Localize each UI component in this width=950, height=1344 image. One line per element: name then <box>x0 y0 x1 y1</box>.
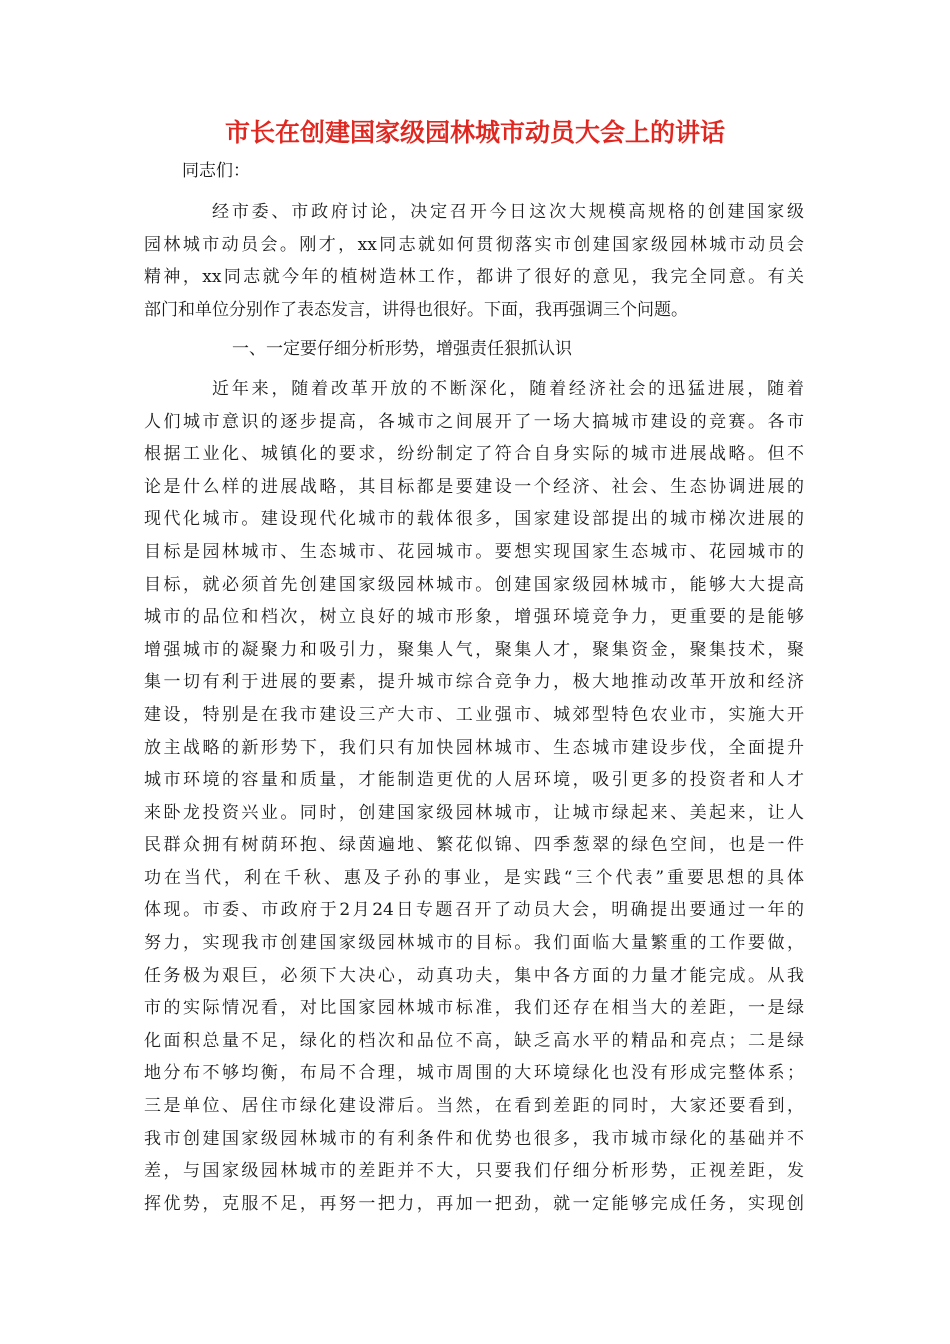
text-line: 部门和单位分别作了表态发言，讲得也很好。下面，我再强调三个问题。 <box>144 299 688 320</box>
text-line: 增强城市的凝聚力和吸引力，聚集人气，聚集人才，聚集资金，聚集技术，聚 <box>144 639 804 660</box>
paragraph-section-one <box>144 373 804 1220</box>
text-line: 功在当代，利在千秋、惠及子孙的事业，是实践“三个代表”重要思想的具体 <box>144 867 804 888</box>
text-line: 城市环境的容量和质量，才能制造更优的人居环境，吸引更多的投资者和人才 <box>144 770 804 791</box>
text-line: 挥优势，克服不足，再努一把力，再加一把劲，就一定能够完成任务，实现创 <box>144 1193 804 1214</box>
text-line: 差，与国家级园林城市的差距并不大，只要我们仔细分析形势，正视差距，发 <box>144 1161 804 1182</box>
text-line: 经市委、市政府讨论，决定召开今日这次大规模高规格的创建国家级 <box>212 202 804 222</box>
text-line: 努力，实现我市创建国家级园林城市的目标。我们面临大量繁重的工作要做， <box>144 933 804 954</box>
text-line: 市的实际情况看，对比国家园林城市标准，我们还存在相当大的差距，一是绿 <box>144 998 804 1019</box>
text-line: 民群众拥有树荫环抱、绿茵遍地、繁花似锦、四季葱翠的绿色空间，也是一件 <box>144 835 804 856</box>
text-line: 现代化城市。建设现代化城市的载体很多，国家建设部提出的城市梯次进展的 <box>144 509 804 530</box>
section-heading: 一、一定要仔细分析形势，增强责任狠抓认识 <box>232 339 572 360</box>
text-line: 体现。市委、市政府于2月24日专题召开了动员大会，明确提出要通过一年的 <box>144 900 804 921</box>
text-line: 地分布不够均衡，布局不合理，城市周围的大环境绿化也没有形成完整体系； <box>144 1063 804 1084</box>
salutation: 同志们： <box>182 161 250 181</box>
text-line: 目标，就必须首先创建国家级园林城市。创建国家级园林城市，能够大大提高 <box>144 574 804 595</box>
text-line: 人们城市意识的逐步提高，各城市之间展开了一场大搞城市建设的竞赛。各市 <box>144 411 804 432</box>
text-line: 三是单位、居住市绿化建设滞后。当然，在看到差距的同时，大家还要看到， <box>144 1096 804 1117</box>
document-body <box>144 196 804 1220</box>
text-line: 论是什么样的进展战略，其目标都是要建设一个经济、社会、生态协调进展的 <box>144 476 804 497</box>
text-line: 集一切有利于进展的要素，提升城市综合竞争力，极大地推动改革开放和经济 <box>144 672 804 693</box>
document-title: 市长在创建国家级园林城市动员大会上的讲话 <box>224 118 725 147</box>
text-line: 来卧龙投资兴业。同时，创建国家级园林城市，让城市绿起来、美起来，让人 <box>144 802 804 823</box>
text-line: 建设，特别是在我市建设三产大市、工业强市、城郊型特色农业市，实施大开 <box>144 704 804 725</box>
paragraph-intro <box>144 196 804 326</box>
text-line: 我市创建国家级园林城市的有利条件和优势也很多，我市城市绿化的基础并不 <box>144 1128 804 1149</box>
text-line: 放主战略的新形势下，我们只有加快园林城市、生态城市建设步伐，全面提升 <box>144 737 804 758</box>
text-line: 园林城市动员会。刚才，xx同志就如何贯彻落实市创建国家级园林城市动员会 <box>144 234 804 255</box>
text-line: 精神，xx同志就今年的植树造林工作，都讲了很好的意见，我完全同意。有关 <box>144 267 804 288</box>
text-line: 化面积总量不足，绿化的档次和品位不高，缺乏高水平的精品和亮点；二是绿 <box>144 1030 804 1051</box>
text-line: 近年来，随着改革开放的不断深化，随着经济社会的迅猛进展，随着 <box>212 378 804 399</box>
text-line: 根据工业化、城镇化的要求，纷纷制定了符合自身实际的城市进展战略。但不 <box>144 444 804 465</box>
text-line: 任务极为艰巨，必须下大决心，动真功夫，集中各方面的力量才能完成。从我 <box>144 965 804 986</box>
text-line: 城市的品位和档次，树立良好的城市形象，增强环境竞争力，更重要的是能够 <box>144 607 804 628</box>
text-line: 目标是园林城市、生态城市、花园城市。要想实现国家生态城市、花园城市的 <box>144 541 804 562</box>
